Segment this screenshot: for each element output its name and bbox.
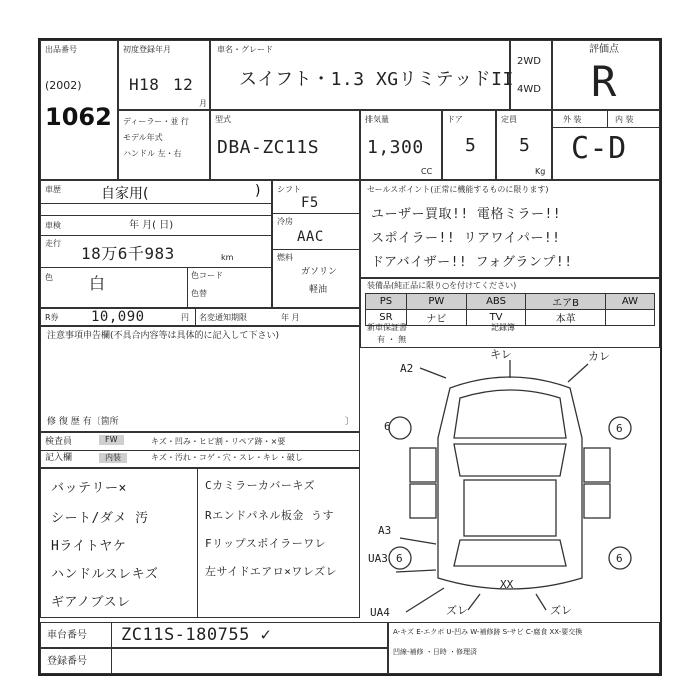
remark-left-3: ハンドルスレキズ — [51, 567, 159, 582]
color-value: 白 — [89, 274, 106, 293]
windshield — [454, 444, 566, 476]
inspector-box — [40, 432, 360, 468]
car-body-diagram — [360, 348, 660, 618]
drive-box — [510, 40, 552, 110]
fw-items: キズ・凹み・ヒビ割・リペア跡・×要 — [151, 437, 286, 446]
recycle-box — [40, 308, 360, 326]
equip-blank — [605, 310, 654, 326]
equipment-table — [365, 293, 655, 326]
int-box-label: 内装 — [99, 453, 127, 463]
name-grade-label: 車名・グレード — [217, 45, 273, 54]
legend-box — [388, 622, 660, 674]
usage-label: 車歴 — [45, 185, 61, 194]
remark-right-3: 左サイドエアロ×ワレズレ — [205, 565, 338, 578]
yen-unit: 円 — [181, 313, 189, 322]
equip-aw: AW — [605, 294, 654, 310]
shift-value: F5 — [301, 195, 319, 211]
color-label: 色 — [45, 273, 53, 282]
mileage-label: 走行 — [45, 239, 61, 248]
remark-left-1: シート/ダメ 汚 — [51, 511, 149, 526]
equipment-label: 装備品(純正品に限り○を付けてください) — [367, 281, 517, 290]
wheel-fl — [389, 417, 411, 439]
fuel-label: 燃料 — [277, 253, 293, 262]
dealer-label: ディーラー・並 行 — [123, 117, 189, 126]
shift-label: シフト — [277, 185, 301, 194]
door-value: 5 — [465, 135, 477, 156]
diag-label-zure-r: ズレ — [550, 604, 572, 617]
ext-label: 外 装 — [563, 115, 582, 124]
drive-2wd: 2WD — [517, 56, 541, 67]
diag-label-kare: カレ — [588, 350, 610, 363]
door-fr — [584, 448, 610, 482]
mileage-value: 18万6千983 — [81, 244, 175, 263]
model-type-box — [210, 110, 360, 180]
ac-label: 冷房 — [277, 217, 293, 226]
cc-unit: CC — [421, 167, 433, 176]
door-rr — [584, 484, 610, 518]
wheel-rr-num: 6 — [616, 552, 623, 565]
new-car-value: 有 ・ 無 — [377, 335, 407, 344]
legend-row-1: A-キズ E-エクボ U-凹み W-補修跡 S-サビ C-腐食 XX-要交換 — [393, 628, 583, 636]
diagram-box — [360, 348, 660, 618]
sales-line-3: ドアバイザー!! フォグランプ!! — [371, 255, 573, 270]
first-reg-box — [118, 40, 210, 110]
leader-zure-l — [468, 594, 480, 610]
diag-label-xx: XX — [500, 578, 514, 591]
leader-ua4 — [406, 588, 444, 612]
legend-row-2: 凹線-補修 ・日時 ・修理済 — [393, 648, 477, 656]
reg-number-box — [40, 648, 388, 674]
lot-box — [40, 40, 118, 180]
displacement-value: 1,300 — [367, 137, 424, 158]
drive-4wd: 4WD — [517, 84, 541, 95]
wheel-fr-num: 6 — [616, 422, 623, 435]
door-rl — [410, 484, 436, 518]
door-label: ドア — [447, 115, 463, 124]
reg-month: 12 — [173, 75, 194, 94]
ext-int-score: C-D — [571, 131, 627, 166]
color-change-label: 色替 — [191, 289, 207, 298]
reg-number-label: 登録番号 — [47, 656, 87, 667]
equip-leather: 本革 — [526, 310, 606, 326]
ext-int-box — [552, 110, 660, 180]
inspection-label: 車検 — [45, 221, 61, 230]
model-type-value: DBA-ZC11S — [217, 137, 320, 158]
wheel-rl-num: 6 — [396, 552, 403, 565]
remark-right-0: Cカミラーカバーキズ — [205, 479, 316, 492]
kg-unit: Kg — [535, 167, 546, 176]
displacement-label: 排気量 — [365, 115, 389, 124]
leader-zure-r — [536, 594, 546, 610]
sales-points-box — [360, 180, 660, 278]
model-type-label: 型式 — [215, 115, 231, 124]
auction-sheet — [38, 38, 662, 676]
diag-label-ua3: UA3 — [368, 552, 388, 565]
inspector-label: 検査員 — [45, 437, 73, 447]
color-code-label: 色コード — [191, 271, 223, 280]
equip-navi: ナビ — [406, 310, 466, 326]
score-label: 評価点 — [589, 44, 619, 55]
equipment-box — [360, 278, 660, 348]
reg-month-unit: 月 — [199, 99, 207, 108]
door-fl — [410, 448, 436, 482]
rear-window — [454, 540, 566, 566]
inspection-value: 年 月( 日) — [129, 220, 174, 231]
remark-left-4: ギアノブスレ — [51, 595, 131, 610]
door-box — [442, 110, 496, 180]
leader-a3 — [400, 538, 436, 544]
notes-box — [40, 326, 360, 432]
remark-left-2: Hライトヤケ — [51, 539, 127, 554]
score-box — [552, 40, 660, 110]
r-value: 10,090 — [91, 309, 145, 325]
leader-kare — [568, 364, 588, 382]
fuel-value: ガソリン — [301, 267, 338, 277]
equip-tv: TV — [466, 310, 526, 326]
capacity-box — [496, 110, 552, 180]
score-value: R — [591, 57, 617, 106]
sales-line-2: スポイラー!! リアワイパー!! — [371, 231, 561, 246]
remark-right-2: Fリップスポイラーワレ — [205, 537, 327, 550]
diag-label-ua4: UA4 — [370, 606, 390, 618]
new-car-label: 新車保証書 — [367, 323, 407, 332]
equip-ps: PS — [366, 294, 407, 310]
diag-label-zure-l: ズレ — [446, 604, 468, 617]
displacement-box — [360, 110, 442, 180]
ac-value: AAC — [297, 229, 324, 245]
wheel-fl-num: 6 — [384, 420, 391, 433]
diag-label-kire: キレ — [490, 348, 512, 361]
chassis-value: ZC11S-180755 ✓ — [121, 625, 272, 645]
car-name: スイフト・1.3 XGリミテッドII — [239, 69, 514, 90]
equip-pw: PW — [406, 294, 466, 310]
notice-value: 年 月 — [281, 313, 300, 322]
capacity-label: 定員 — [501, 115, 517, 124]
int-label: 内 装 — [615, 115, 634, 124]
r-label: R券 — [45, 313, 59, 322]
chassis-label: 車台番号 — [47, 630, 87, 641]
name-grade-box — [210, 40, 514, 110]
fuel-light: 軽油 — [309, 285, 328, 295]
lot-prefix: (2002) — [45, 79, 82, 92]
first-reg-label: 初度登録年月 — [123, 45, 171, 54]
fw-label: FW — [99, 435, 124, 445]
sales-line-1: ユーザー買取!! 電格ミラー!! — [371, 207, 562, 222]
remarks-box — [40, 468, 360, 618]
model-year-label: モデル年式 — [123, 133, 163, 142]
car-outline — [438, 377, 582, 589]
equip-airbag: エアB — [526, 294, 606, 310]
reg-year: H18 — [129, 75, 160, 94]
capacity-value: 5 — [519, 135, 531, 156]
lot-number: 1062 — [45, 103, 112, 131]
remarks-label: 記入欄 — [45, 453, 73, 463]
repair-close: 〕 — [345, 417, 355, 427]
sales-points-label: セールスポイント(正常に機能するものに限ります) — [367, 185, 549, 194]
chassis-box — [40, 622, 388, 648]
int-items: キズ・汚れ・コゲ・穴・スレ・キレ・破し — [151, 453, 303, 462]
leader-ua3 — [396, 570, 436, 572]
hood-panel — [454, 390, 566, 438]
dealer-box — [118, 110, 210, 180]
notes-label: 注意事項申告欄(不具合内容等は具体的に記入して下さい) — [47, 331, 280, 341]
usage-close: ) — [255, 183, 261, 199]
vehicle-box — [40, 180, 272, 308]
leader-a2 — [420, 368, 446, 378]
remark-right-1: Rエンドパネル板金 うす — [205, 509, 335, 522]
diag-label-a3: A3 — [378, 524, 392, 537]
equip-abs: ABS — [466, 294, 526, 310]
remark-left-0: バッテリー× — [51, 481, 127, 496]
spec-box — [272, 180, 360, 308]
notice-label: 名変通知期限 — [199, 313, 247, 322]
km-unit: km — [221, 253, 234, 262]
handle-label: ハンドル 左・右 — [123, 149, 182, 158]
usage-value: 自家用( — [101, 186, 149, 202]
lot-label: 出品番号 — [45, 45, 77, 54]
repair-label: 修 復 歴 有〔箇所 — [47, 417, 119, 427]
record-label: 記録簿 — [491, 323, 515, 332]
roof-panel — [464, 480, 556, 536]
diag-label-a2: A2 — [400, 362, 414, 375]
equip-sr: SR — [366, 310, 407, 326]
